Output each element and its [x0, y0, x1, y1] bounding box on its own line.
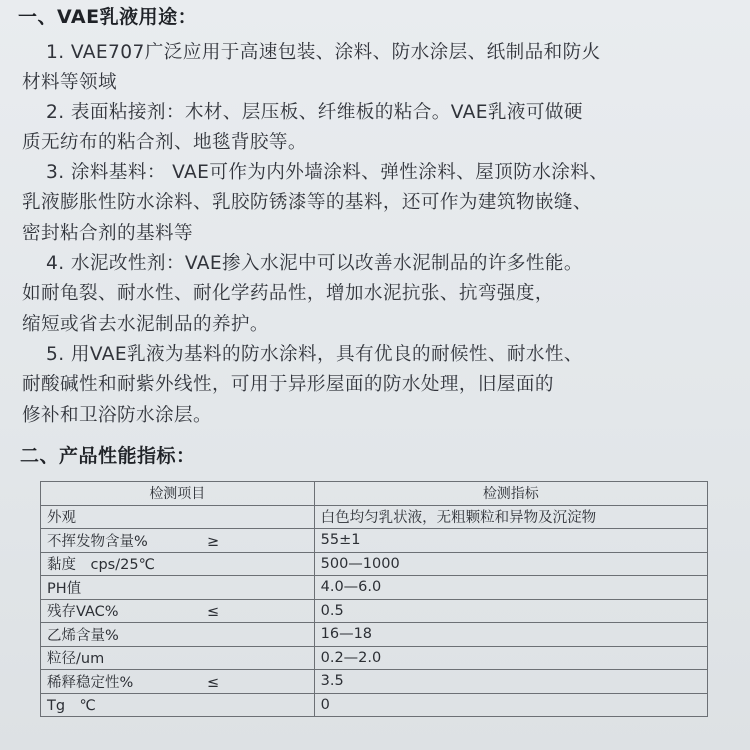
row-item-name: 乙烯含量% — [47, 627, 119, 644]
row-value: 4.0—6.0 — [314, 576, 707, 600]
table-row — [41, 576, 708, 600]
row-value: 16—18 — [314, 623, 707, 647]
row-value: 0.2—2.0 — [314, 646, 707, 670]
table-row — [41, 693, 708, 717]
row-value: 0.5 — [314, 599, 707, 623]
usage-item-4-line-2: 如耐龟裂、耐水性、耐化学药品性，增加水泥抗张、抗弯强度， — [22, 283, 554, 305]
usage-item-1-line-1: 1. VAE707广泛应用于高速包装、涂料、防水涂层、纸制品和防火 — [46, 42, 601, 63]
row-value: 3.5 — [314, 670, 707, 694]
table-row — [41, 670, 708, 694]
usage-item-2-line-1: 2. 表面粘接剂：木材、层压板、纤维板的粘合。VAE乳液可做硬 — [46, 102, 583, 123]
usage-item-2 — [22, 98, 736, 159]
section-1-heading: 一、VAE乳液用途： — [18, 6, 198, 28]
row-value: 白色均匀乳状液，无粗颗粒和异物及沉淀物 — [314, 505, 707, 529]
row-value: 55±1 — [314, 529, 707, 553]
usage-item-3 — [22, 158, 736, 249]
row-item-name: 残存VAC% — [47, 604, 119, 621]
row-item-name: 稀释稳定性% — [47, 674, 134, 691]
row-item-name: Tg ℃ — [47, 698, 96, 715]
spec-table — [40, 481, 708, 717]
usage-item-5 — [22, 340, 736, 431]
table-row — [41, 529, 708, 553]
header-test-index: 检测指标 — [314, 482, 707, 506]
header-test-item: 检测项目 — [41, 482, 315, 506]
usage-item-1 — [22, 38, 736, 99]
usage-item-3-line-3: 密封粘合剂的基料等 — [22, 222, 193, 244]
row-item-symbol: ≥ — [207, 533, 220, 550]
table-row — [41, 623, 708, 647]
usage-item-3-line-1: 3. 涂料基料： VAE可作为内外墙涂料、弹性涂料、屋顶防水涂料、 — [46, 162, 609, 183]
table-row — [41, 505, 708, 529]
usage-item-4 — [22, 249, 736, 340]
table-row — [41, 599, 708, 623]
row-item-name: 粒径/um — [47, 651, 105, 668]
table-row — [41, 552, 708, 576]
usage-item-5-line-3: 修补和卫浴防水涂层。 — [22, 404, 212, 426]
usage-item-1-line-2: 材料等领域 — [22, 72, 117, 94]
usage-item-4-line-3: 缩短或省去水泥制品的养护。 — [22, 313, 269, 335]
row-item-symbol: ≤ — [207, 604, 220, 621]
row-item-symbol: ≤ — [207, 674, 220, 691]
section-2-heading: 二、产品性能指标： — [20, 445, 196, 467]
usage-item-3-line-2: 乳液膨胀性防水涂料、乳胶防锈漆等的基料，还可作为建筑物嵌缝、 — [22, 192, 592, 214]
usage-item-2-line-2: 质无纺布的粘合剂、地毯背胶等。 — [22, 132, 307, 154]
row-item-name: 黏度 cps/25℃ — [47, 557, 155, 574]
table-row — [41, 646, 708, 670]
usage-item-5-line-1: 5. 用VAE乳液为基料的防水涂料，具有优良的耐候性、耐水性、 — [46, 344, 583, 365]
row-item-name: 不挥发物含量% — [47, 533, 148, 550]
usage-item-4-line-1: 4. 水泥改性剂：VAE掺入水泥中可以改善水泥制品的许多性能。 — [46, 253, 583, 274]
row-item-name: PH值 — [47, 580, 82, 597]
table-header-row — [41, 482, 708, 506]
usage-item-5-line-2: 耐酸碱性和耐紫外线性，可用于异形屋面的防水处理，旧屋面的 — [22, 374, 554, 396]
row-value: 500—1000 — [314, 552, 707, 576]
row-item-name: 外观 — [47, 510, 76, 527]
row-value: 0 — [314, 693, 707, 717]
